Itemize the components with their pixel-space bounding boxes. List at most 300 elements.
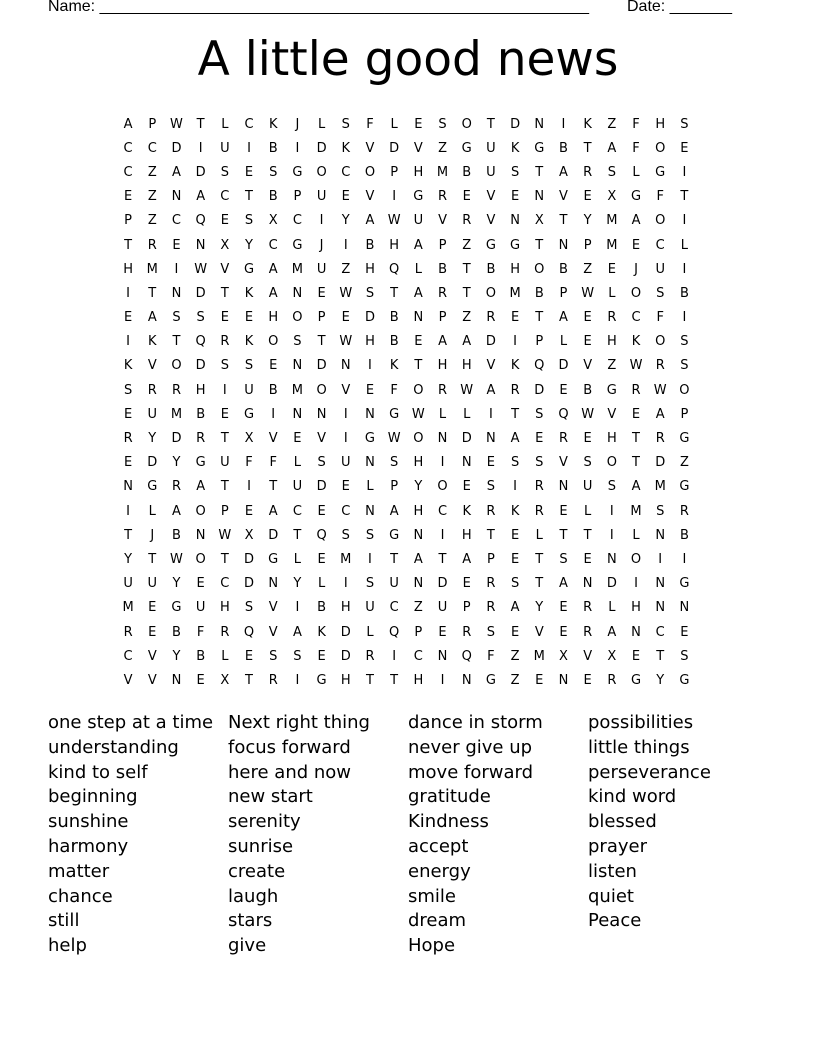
grid-letter[interactable]: C	[631, 310, 641, 326]
grid-letter[interactable]: I	[682, 261, 687, 277]
grid-letter[interactable]: A	[413, 285, 423, 301]
grid-letter[interactable]: Y	[414, 479, 423, 495]
grid-letter[interactable]: N	[171, 285, 182, 301]
grid-letter[interactable]: G	[243, 261, 255, 277]
grid-letter[interactable]: V	[583, 358, 593, 374]
grid-letter[interactable]: B	[389, 334, 399, 350]
grid-letter[interactable]: H	[510, 261, 520, 277]
grid-letter[interactable]: T	[245, 672, 253, 688]
grid-letter[interactable]: W	[387, 213, 401, 229]
grid-letter[interactable]: I	[561, 116, 566, 132]
grid-letter[interactable]: S	[293, 648, 302, 664]
grid-letter[interactable]: D	[364, 310, 375, 326]
grid-letter[interactable]: T	[269, 479, 278, 495]
grid-letter[interactable]: A	[631, 213, 641, 229]
grid-letter[interactable]: B	[172, 527, 181, 543]
grid-letter[interactable]: G	[243, 406, 255, 422]
grid-letter[interactable]: F	[366, 116, 374, 132]
grid-letter[interactable]: F	[196, 624, 205, 640]
grid-letter[interactable]: E	[244, 310, 254, 326]
grid-letter[interactable]: E	[462, 576, 471, 592]
grid-letter[interactable]: D	[268, 527, 279, 543]
grid-letter[interactable]: G	[171, 600, 182, 616]
grid-letter[interactable]: V	[438, 213, 447, 229]
grid-letter[interactable]: K	[631, 334, 641, 350]
grid-letter[interactable]: W	[653, 382, 667, 398]
grid-letter[interactable]: U	[655, 261, 665, 277]
grid-letter[interactable]: P	[124, 213, 133, 229]
grid-letter[interactable]: K	[148, 334, 157, 350]
grid-letter[interactable]: X	[534, 213, 544, 229]
grid-letter[interactable]: R	[462, 213, 472, 229]
grid-letter[interactable]: B	[534, 285, 544, 301]
grid-letter[interactable]: N	[292, 285, 303, 301]
grid-letter[interactable]: O	[606, 455, 617, 471]
grid-letter[interactable]: E	[559, 600, 568, 616]
grid-letter[interactable]: N	[365, 503, 375, 519]
grid-letter[interactable]: D	[461, 431, 472, 447]
grid-letter[interactable]: Q	[243, 624, 255, 640]
grid-letter[interactable]: E	[535, 431, 544, 447]
grid-letter[interactable]: S	[510, 455, 520, 471]
grid-letter[interactable]: G	[679, 576, 690, 592]
grid-letter[interactable]: G	[679, 431, 690, 447]
grid-letter[interactable]: E	[510, 310, 520, 326]
grid-letter[interactable]: R	[365, 648, 375, 664]
grid-letter[interactable]: Q	[534, 358, 545, 374]
grid-letter[interactable]: N	[461, 455, 472, 471]
grid-letter[interactable]: L	[414, 261, 422, 277]
grid-letter[interactable]: A	[655, 406, 665, 422]
grid-letter[interactable]: M	[146, 261, 158, 277]
grid-letter[interactable]: D	[340, 648, 351, 664]
grid-letter[interactable]: E	[510, 551, 520, 567]
grid-letter[interactable]: T	[220, 285, 229, 301]
grid-letter[interactable]: L	[221, 648, 229, 664]
grid-letter[interactable]: A	[268, 285, 278, 301]
grid-letter[interactable]: T	[148, 285, 157, 301]
grid-letter[interactable]: L	[632, 527, 640, 543]
grid-letter[interactable]: C	[292, 213, 302, 229]
grid-letter[interactable]: E	[244, 648, 254, 664]
grid-letter[interactable]: T	[293, 527, 302, 543]
grid-letter[interactable]: X	[268, 213, 278, 229]
grid-letter[interactable]: Y	[124, 551, 133, 567]
grid-letter[interactable]: Y	[656, 672, 665, 688]
grid-letter[interactable]: G	[485, 237, 496, 253]
grid-letter[interactable]: T	[486, 527, 495, 543]
grid-letter[interactable]: T	[535, 576, 544, 592]
grid-letter[interactable]: G	[268, 551, 279, 567]
grid-letter[interactable]: R	[583, 600, 593, 616]
grid-letter[interactable]: U	[220, 140, 230, 156]
grid-letter[interactable]: B	[679, 285, 689, 301]
grid-letter[interactable]: P	[583, 237, 592, 253]
grid-letter[interactable]: N	[365, 455, 375, 471]
grid-letter[interactable]: P	[317, 310, 326, 326]
grid-letter[interactable]: I	[247, 140, 251, 156]
grid-letter[interactable]: K	[510, 358, 520, 374]
grid-letter[interactable]: B	[559, 140, 568, 156]
grid-letter[interactable]: E	[244, 503, 254, 519]
grid-letter[interactable]: Y	[341, 213, 350, 229]
grid-letter[interactable]: U	[316, 261, 327, 277]
grid-letter[interactable]: O	[534, 261, 545, 277]
grid-letter[interactable]: H	[606, 334, 617, 350]
grid-letter[interactable]: U	[244, 382, 254, 398]
grid-letter[interactable]: T	[245, 189, 253, 205]
grid-letter[interactable]: F	[390, 382, 398, 398]
grid-letter[interactable]: B	[365, 237, 375, 253]
grid-letter[interactable]: L	[608, 285, 616, 301]
grid-letter[interactable]: N	[437, 431, 448, 447]
grid-letter[interactable]: Q	[195, 334, 206, 350]
grid-letter[interactable]: C	[389, 600, 399, 616]
grid-letter[interactable]: A	[365, 213, 375, 229]
grid-letter[interactable]: I	[682, 164, 687, 180]
grid-letter[interactable]: Q	[389, 261, 400, 277]
grid-letter[interactable]: S	[486, 479, 496, 495]
grid-letter[interactable]: H	[413, 164, 424, 180]
grid-letter[interactable]: R	[268, 672, 278, 688]
grid-letter[interactable]: L	[438, 406, 447, 422]
grid-letter[interactable]: D	[485, 334, 496, 350]
grid-letter[interactable]: P	[414, 624, 423, 640]
grid-letter[interactable]: D	[316, 479, 327, 495]
grid-letter[interactable]: R	[147, 382, 157, 398]
grid-letter[interactable]: S	[244, 600, 254, 616]
grid-letter[interactable]: I	[392, 648, 397, 664]
grid-letter[interactable]: N	[582, 576, 593, 592]
grid-letter[interactable]: V	[486, 358, 496, 374]
grid-letter[interactable]: E	[220, 310, 229, 326]
grid-letter[interactable]: L	[680, 237, 689, 253]
grid-letter[interactable]: I	[295, 672, 300, 688]
grid-letter[interactable]: H	[631, 600, 641, 616]
grid-letter[interactable]: C	[123, 164, 133, 180]
grid-letter[interactable]: I	[634, 576, 638, 592]
grid-letter[interactable]: M	[606, 213, 618, 229]
grid-letter[interactable]: W	[581, 406, 595, 422]
grid-letter[interactable]: S	[438, 116, 447, 132]
grid-letter[interactable]: V	[123, 672, 133, 688]
grid-letter[interactable]: R	[220, 624, 230, 640]
grid-letter[interactable]: W	[387, 431, 401, 447]
grid-letter[interactable]: U	[389, 576, 399, 592]
grid-letter[interactable]: R	[655, 358, 665, 374]
grid-letter[interactable]: T	[656, 648, 665, 664]
grid-letter[interactable]: A	[510, 431, 520, 447]
grid-letter[interactable]: E	[341, 189, 350, 205]
grid-letter[interactable]: P	[462, 600, 471, 616]
grid-letter[interactable]: D	[316, 358, 327, 374]
grid-letter[interactable]: E	[148, 600, 157, 616]
grid-letter[interactable]: K	[268, 116, 278, 132]
grid-letter[interactable]: E	[583, 310, 592, 326]
grid-letter[interactable]: E	[510, 527, 520, 543]
grid-letter[interactable]: S	[559, 551, 568, 567]
grid-letter[interactable]: V	[486, 189, 496, 205]
grid-letter[interactable]: M	[170, 406, 183, 422]
grid-letter[interactable]: I	[682, 310, 687, 326]
grid-letter[interactable]: S	[535, 406, 544, 422]
grid-letter[interactable]: R	[486, 310, 496, 326]
grid-letter[interactable]: A	[559, 576, 568, 592]
grid-letter[interactable]: R	[462, 624, 472, 640]
grid-letter[interactable]: P	[438, 310, 447, 326]
grid-letter[interactable]: N	[292, 358, 303, 374]
grid-letter[interactable]: V	[607, 406, 617, 422]
grid-letter[interactable]: T	[220, 479, 229, 495]
grid-letter[interactable]: D	[389, 140, 400, 156]
grid-letter[interactable]: L	[317, 116, 326, 132]
grid-letter[interactable]: S	[390, 455, 399, 471]
grid-letter[interactable]: T	[172, 334, 181, 350]
grid-letter[interactable]: O	[195, 503, 206, 519]
grid-letter[interactable]: E	[510, 624, 520, 640]
grid-letter[interactable]: R	[583, 164, 593, 180]
grid-letter[interactable]: M	[122, 600, 134, 616]
grid-letter[interactable]: I	[174, 261, 179, 277]
grid-letter[interactable]: E	[559, 624, 568, 640]
grid-letter[interactable]: V	[268, 600, 278, 616]
grid-letter[interactable]: O	[655, 334, 666, 350]
grid-letter[interactable]: N	[195, 527, 206, 543]
grid-letter[interactable]: T	[317, 334, 326, 350]
grid-letter[interactable]: O	[679, 382, 690, 398]
grid-letter[interactable]: H	[437, 358, 448, 374]
grid-letter[interactable]: J	[150, 527, 155, 543]
grid-letter[interactable]: D	[244, 551, 255, 567]
grid-letter[interactable]: U	[437, 600, 448, 616]
grid-letter[interactable]: R	[583, 624, 593, 640]
grid-letter[interactable]: S	[123, 382, 133, 398]
grid-letter[interactable]: D	[195, 164, 206, 180]
grid-letter[interactable]: G	[655, 164, 666, 180]
grid-letter[interactable]: L	[317, 576, 326, 592]
grid-letter[interactable]: I	[343, 237, 348, 253]
grid-letter[interactable]: H	[340, 672, 351, 688]
grid-letter[interactable]: T	[583, 527, 592, 543]
grid-letter[interactable]: H	[365, 261, 375, 277]
grid-letter[interactable]: O	[413, 382, 424, 398]
grid-letter[interactable]: Z	[147, 189, 157, 205]
grid-letter[interactable]: L	[535, 527, 543, 543]
grid-letter[interactable]: I	[319, 213, 324, 229]
grid-letter[interactable]: R	[679, 503, 689, 519]
grid-letter[interactable]: W	[460, 382, 474, 398]
grid-letter[interactable]: N	[606, 551, 617, 567]
grid-letter[interactable]: Q	[316, 527, 327, 543]
grid-letter[interactable]: I	[682, 551, 687, 567]
grid-letter[interactable]: B	[172, 624, 181, 640]
grid-letter[interactable]: E	[462, 189, 471, 205]
grid-letter[interactable]: B	[438, 261, 447, 277]
grid-letter[interactable]: L	[293, 455, 302, 471]
grid-letter[interactable]: V	[413, 140, 423, 156]
grid-letter[interactable]: B	[268, 189, 278, 205]
grid-letter[interactable]: J	[295, 116, 300, 132]
grid-letter[interactable]: H	[606, 431, 617, 447]
grid-letter[interactable]: E	[583, 551, 592, 567]
grid-letter[interactable]: I	[222, 382, 227, 398]
grid-letter[interactable]: H	[389, 237, 400, 253]
grid-letter[interactable]: G	[389, 527, 400, 543]
grid-letter[interactable]: O	[655, 140, 666, 156]
grid-letter[interactable]: P	[535, 334, 544, 350]
grid-letter[interactable]: N	[437, 648, 448, 664]
grid-letter[interactable]: O	[292, 310, 303, 326]
grid-letter[interactable]: K	[341, 140, 351, 156]
grid-letter[interactable]: X	[244, 431, 254, 447]
grid-letter[interactable]: Y	[245, 237, 253, 253]
grid-letter[interactable]: A	[559, 164, 568, 180]
grid-letter[interactable]: C	[123, 140, 133, 156]
grid-letter[interactable]: R	[438, 285, 448, 301]
grid-letter[interactable]: K	[583, 116, 592, 132]
grid-letter[interactable]: K	[510, 140, 520, 156]
grid-letter[interactable]: W	[170, 116, 183, 132]
grid-letter[interactable]: U	[123, 576, 133, 592]
grid-letter[interactable]: N	[655, 527, 666, 543]
grid-letter[interactable]: E	[583, 672, 592, 688]
grid-letter[interactable]: O	[268, 334, 279, 350]
grid-letter[interactable]: G	[485, 672, 496, 688]
grid-letter[interactable]: I	[198, 140, 203, 156]
grid-letter[interactable]: S	[365, 527, 375, 543]
grid-letter[interactable]: U	[486, 164, 496, 180]
grid-letter[interactable]: S	[244, 213, 254, 229]
grid-letter[interactable]: T	[124, 237, 133, 253]
grid-letter[interactable]: E	[123, 189, 133, 205]
grid-letter[interactable]: K	[462, 503, 471, 519]
grid-letter[interactable]: R	[147, 237, 157, 253]
grid-letter[interactable]: P	[486, 551, 495, 567]
grid-letter[interactable]: C	[341, 164, 351, 180]
grid-letter[interactable]: E	[172, 237, 181, 253]
grid-letter[interactable]: F	[487, 648, 495, 664]
grid-letter[interactable]: T	[680, 189, 689, 205]
grid-letter[interactable]: O	[630, 285, 642, 301]
grid-letter[interactable]: D	[437, 576, 448, 592]
grid-letter[interactable]: I	[609, 527, 614, 543]
grid-letter[interactable]: S	[196, 310, 205, 326]
grid-letter[interactable]: V	[341, 382, 351, 398]
grid-letter[interactable]: T	[390, 551, 399, 567]
grid-letter[interactable]: T	[220, 551, 229, 567]
grid-letter[interactable]: Z	[413, 600, 423, 616]
grid-letter[interactable]: I	[513, 479, 518, 495]
grid-letter[interactable]: T	[559, 527, 568, 543]
grid-letter[interactable]: H	[219, 600, 230, 616]
grid-letter[interactable]: N	[123, 479, 133, 495]
grid-letter[interactable]: S	[220, 358, 229, 374]
grid-letter[interactable]: T	[535, 237, 544, 253]
grid-letter[interactable]: E	[631, 237, 641, 253]
grid-letter[interactable]: R	[534, 479, 544, 495]
grid-letter[interactable]: T	[486, 116, 495, 132]
grid-letter[interactable]: V	[559, 189, 568, 205]
grid-letter[interactable]: G	[606, 382, 617, 398]
grid-letter[interactable]: P	[680, 406, 689, 422]
grid-letter[interactable]: N	[316, 406, 327, 422]
grid-letter[interactable]: T	[559, 213, 568, 229]
grid-letter[interactable]: L	[463, 406, 471, 422]
grid-letter[interactable]: G	[364, 431, 375, 447]
grid-letter[interactable]: E	[631, 648, 641, 664]
grid-letter[interactable]: A	[486, 382, 496, 398]
grid-letter[interactable]: F	[245, 455, 253, 471]
grid-letter[interactable]: G	[195, 455, 206, 471]
grid-letter[interactable]: M	[291, 261, 304, 277]
grid-letter[interactable]: G	[630, 189, 642, 205]
grid-letter[interactable]: Z	[510, 672, 520, 688]
grid-letter[interactable]: F	[632, 116, 640, 132]
grid-letter[interactable]: R	[607, 310, 617, 326]
grid-letter[interactable]: A	[196, 189, 206, 205]
grid-letter[interactable]: Z	[607, 358, 617, 374]
grid-letter[interactable]: H	[413, 455, 424, 471]
grid-letter[interactable]: M	[291, 382, 304, 398]
grid-letter[interactable]: E	[365, 382, 375, 398]
grid-letter[interactable]: E	[269, 358, 278, 374]
grid-letter[interactable]: N	[655, 576, 666, 592]
grid-letter[interactable]: E	[244, 164, 254, 180]
grid-letter[interactable]: J	[634, 261, 638, 277]
grid-letter[interactable]: N	[679, 600, 690, 616]
grid-letter[interactable]: S	[341, 116, 350, 132]
grid-letter[interactable]: V	[268, 624, 278, 640]
grid-letter[interactable]: I	[513, 334, 518, 350]
grid-letter[interactable]: C	[220, 189, 230, 205]
grid-letter[interactable]: I	[609, 503, 614, 519]
grid-letter[interactable]: N	[510, 213, 520, 229]
grid-letter[interactable]: J	[319, 237, 324, 253]
grid-letter[interactable]: C	[292, 503, 302, 519]
grid-letter[interactable]: S	[220, 164, 229, 180]
grid-letter[interactable]: O	[437, 479, 448, 495]
grid-letter[interactable]: B	[462, 164, 472, 180]
grid-letter[interactable]: A	[123, 116, 133, 132]
grid-letter[interactable]: I	[126, 285, 131, 301]
grid-letter[interactable]: S	[365, 576, 375, 592]
grid-letter[interactable]: V	[583, 648, 593, 664]
grid-letter[interactable]: E	[196, 672, 205, 688]
grid-letter[interactable]: W	[194, 261, 208, 277]
grid-letter[interactable]: U	[582, 479, 593, 495]
grid-letter[interactable]: U	[316, 189, 327, 205]
grid-letter[interactable]: W	[629, 358, 643, 374]
grid-letter[interactable]: D	[244, 576, 255, 592]
grid-letter[interactable]: Q	[195, 213, 206, 229]
grid-letter[interactable]: E	[196, 576, 205, 592]
grid-letter[interactable]: M	[436, 164, 449, 180]
grid-letter[interactable]: I	[368, 358, 372, 374]
grid-letter[interactable]: A	[172, 164, 181, 180]
grid-letter[interactable]: E	[631, 406, 641, 422]
grid-letter[interactable]: C	[147, 140, 157, 156]
grid-letter[interactable]: D	[171, 140, 182, 156]
grid-letter[interactable]: R	[438, 189, 448, 205]
grid-letter[interactable]: B	[196, 648, 206, 664]
grid-letter[interactable]: C	[341, 503, 351, 519]
grid-letter[interactable]: G	[292, 237, 303, 253]
grid-letter[interactable]: I	[247, 479, 251, 495]
grid-letter[interactable]: D	[171, 431, 182, 447]
grid-letter[interactable]: P	[559, 285, 568, 301]
grid-letter[interactable]: S	[656, 503, 665, 519]
grid-letter[interactable]: T	[583, 140, 592, 156]
